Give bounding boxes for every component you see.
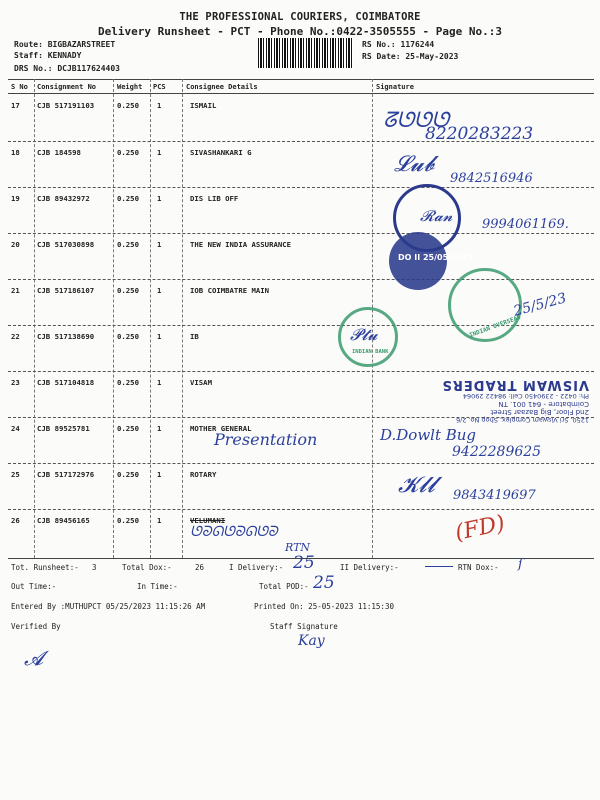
row-weight: 0.250 bbox=[117, 424, 139, 433]
row-consignee: ISMAIL bbox=[190, 101, 217, 110]
row-pcs: 1 bbox=[157, 194, 162, 203]
row-weight: 0.250 bbox=[117, 286, 139, 295]
row-sno: 26 bbox=[11, 516, 20, 525]
row-divider bbox=[8, 463, 594, 464]
row-consignee: MOTHER GENERAL bbox=[190, 424, 252, 433]
ii-delivery-label: II Delivery:- bbox=[340, 563, 399, 572]
row-pcs: 1 bbox=[157, 332, 162, 341]
total-dox-value: 26 bbox=[195, 563, 205, 572]
col-divider bbox=[150, 79, 151, 558]
row-pcs: 1 bbox=[157, 101, 162, 110]
row-pcs: 1 bbox=[157, 424, 162, 433]
staff-signature-label: Staff Signature bbox=[270, 622, 338, 631]
staff-signature: Kay bbox=[298, 633, 325, 649]
row-pcs: 1 bbox=[157, 378, 162, 387]
row-divider bbox=[8, 509, 594, 510]
row-consignment: CJB 517186107 bbox=[37, 286, 95, 295]
route-label: Route: BIGBAZARSTREET bbox=[14, 40, 116, 49]
row-consignment: CJB 89432972 bbox=[37, 194, 90, 203]
tot-runsheet-label: Tot. Runsheet:- bbox=[11, 563, 79, 572]
row-sno: 23 bbox=[11, 378, 20, 387]
table-header-rule bbox=[8, 93, 594, 94]
col-header-weight: Weight bbox=[117, 83, 143, 91]
col-header-signature: Signature bbox=[376, 83, 414, 91]
row-weight: 0.250 bbox=[117, 148, 139, 157]
page-title: THE PROFESSIONAL COURIERS, COIMBATORE bbox=[179, 11, 421, 23]
row-weight: 0.250 bbox=[117, 378, 139, 387]
col-divider bbox=[113, 79, 114, 558]
bank-stamp-text: INDIAN BANK bbox=[352, 349, 389, 355]
row-consignee: VELUMANI bbox=[190, 516, 226, 525]
row-consignment: CJB 517030898 bbox=[37, 240, 95, 249]
staff-label: Staff: KENNADY bbox=[14, 51, 82, 60]
rs-number: RS No.: 1176244 bbox=[362, 40, 435, 49]
fd-mark: (FD) bbox=[452, 511, 508, 546]
row-consignment: CJB 184598 bbox=[37, 148, 81, 157]
verified-by-label: Verified By bbox=[11, 622, 61, 631]
stamp-company-name: VISWAM TRADERS bbox=[441, 377, 589, 392]
rtn-dox-mark: ſ bbox=[518, 557, 523, 572]
row-consignment: CJB 517191103 bbox=[37, 101, 95, 110]
handwritten-sign-25: 𝓚𝓵𝓵 bbox=[398, 473, 436, 498]
row-consignee: IB bbox=[190, 332, 199, 341]
entered-by: Entered By :MUTHUPCT 05/25/2023 11:15:26 AM bbox=[11, 602, 206, 611]
rs-date: RS Date: 25-May-2023 bbox=[362, 52, 459, 61]
row-weight: 0.250 bbox=[117, 101, 139, 110]
total-pod-label: Total POD:- bbox=[259, 582, 309, 591]
row-sno: 19 bbox=[11, 194, 20, 203]
row-consignment: CJB 89525781 bbox=[37, 424, 90, 433]
row-consignee: THE NEW INDIA ASSURANCE bbox=[190, 240, 292, 249]
stamp-address-line: 2nd Floor, Big Bazaar Street bbox=[490, 408, 589, 416]
table-top-rule bbox=[8, 79, 594, 80]
row-consignee: SIVASHANKARI G bbox=[190, 148, 252, 157]
ii-delivery-dash bbox=[425, 566, 453, 567]
row-consignee: IOB COIMBATRE MAIN bbox=[190, 286, 270, 295]
handwritten-sign-19: 𝓡𝓪𝓷 bbox=[420, 207, 453, 225]
handwritten-name-26: ᘎᘐᘏᘎᘐᘏᘎᘐ bbox=[190, 524, 278, 540]
row-sno: 21 bbox=[11, 286, 20, 295]
seal-date-text: DO II 25/05/2023 bbox=[398, 253, 474, 262]
in-time-label: In Time:- bbox=[137, 582, 178, 591]
handwritten-name-24: Presentation bbox=[214, 430, 318, 449]
handwritten-phone-25: 9843419697 bbox=[453, 488, 536, 503]
row-consignment: CJB 517138690 bbox=[37, 332, 95, 341]
row-weight: 0.250 bbox=[117, 240, 139, 249]
row-divider bbox=[8, 233, 594, 234]
stamp-address-line: Coimbatore - 641 001. TN bbox=[498, 400, 589, 408]
i-delivery-label: I Delivery:- bbox=[229, 563, 284, 572]
handwritten-phone-17: 8220283223 bbox=[425, 124, 534, 144]
printed-on: Printed On: 25-05-2023 11:15:30 bbox=[254, 602, 394, 611]
row-pcs: 1 bbox=[157, 240, 162, 249]
handwritten-rtn: RTN bbox=[285, 541, 311, 554]
handwritten-sign-17: ᘔᘎᘎᘎ bbox=[383, 108, 449, 132]
row-weight: 0.250 bbox=[117, 194, 139, 203]
stamp-address-line: 1250, Sri Viswam Complex, Shop No. 2/6 bbox=[456, 416, 589, 424]
row-pcs: 1 bbox=[157, 286, 162, 295]
col-divider bbox=[34, 79, 35, 558]
row-consignee: VISAM bbox=[190, 378, 212, 387]
verifier-signature: 𝓐 bbox=[24, 646, 44, 670]
row-consignment: CJB 89456165 bbox=[37, 516, 90, 525]
total-dox-label: Total Dox:- bbox=[122, 563, 172, 572]
col-divider bbox=[182, 79, 183, 558]
row-sno: 25 bbox=[11, 470, 20, 479]
row-pcs: 1 bbox=[157, 148, 162, 157]
rtn-dox-label: RTN Dox:- bbox=[458, 563, 499, 572]
drs-number: DRS No.: DCJB117624403 bbox=[14, 64, 120, 73]
out-time-label: Out Time:- bbox=[11, 582, 57, 591]
row-sno: 22 bbox=[11, 332, 20, 341]
row-weight: 0.250 bbox=[117, 516, 139, 525]
row-sno: 17 bbox=[11, 101, 20, 110]
handwritten-date-21: 25/5/23 bbox=[511, 290, 569, 320]
handwritten-sign-24: D.Dowlt Bug bbox=[380, 426, 477, 444]
row-consignment: CJB 517172976 bbox=[37, 470, 95, 479]
handwritten-phone-24: 9422289625 bbox=[452, 444, 542, 460]
row-consignee: DIS LIB OFF bbox=[190, 194, 239, 203]
stamp-phone-line: Ph: 0422 - 2390450 Cell: 98422 29064 bbox=[462, 392, 589, 400]
row-consignee: ROTARY bbox=[190, 470, 217, 479]
row-divider bbox=[8, 187, 594, 188]
handwritten-phone-18: 9842516946 bbox=[450, 171, 533, 186]
row-weight: 0.250 bbox=[117, 470, 139, 479]
i-delivery-value: 25 bbox=[293, 553, 315, 573]
col-header-consignment: Consignment No bbox=[37, 83, 97, 91]
row-weight: 0.250 bbox=[117, 332, 139, 341]
row-sno: 18 bbox=[11, 148, 20, 157]
barcode bbox=[258, 38, 353, 68]
col-header-sno: S No bbox=[11, 83, 28, 91]
iob-stamp-text: INDIAN OVERSEAS bbox=[468, 313, 522, 340]
viswam-traders-stamp bbox=[375, 368, 589, 424]
row-pcs: 1 bbox=[157, 516, 162, 525]
handwritten-phone-19: 9994061169. bbox=[482, 217, 569, 232]
row-pcs: 1 bbox=[157, 470, 162, 479]
row-consignment: CJB 517104818 bbox=[37, 378, 95, 387]
handwritten-sign-22: 𝓟𝓽𝓾 bbox=[350, 325, 378, 344]
total-pod-value: 25 bbox=[313, 573, 335, 593]
tot-runsheet-value: 3 bbox=[92, 563, 97, 572]
row-sno: 24 bbox=[11, 424, 20, 433]
row-sno: 20 bbox=[11, 240, 20, 249]
handwritten-sign-18: 𝓛𝓾𝓫 bbox=[394, 152, 435, 177]
col-header-pcs: PCS bbox=[153, 83, 166, 91]
col-header-consignee: Consignee Details bbox=[186, 83, 258, 91]
page-subtitle: Delivery Runsheet - PCT - Phone No.:0422-3505555 - Page No.:3 bbox=[98, 25, 502, 38]
